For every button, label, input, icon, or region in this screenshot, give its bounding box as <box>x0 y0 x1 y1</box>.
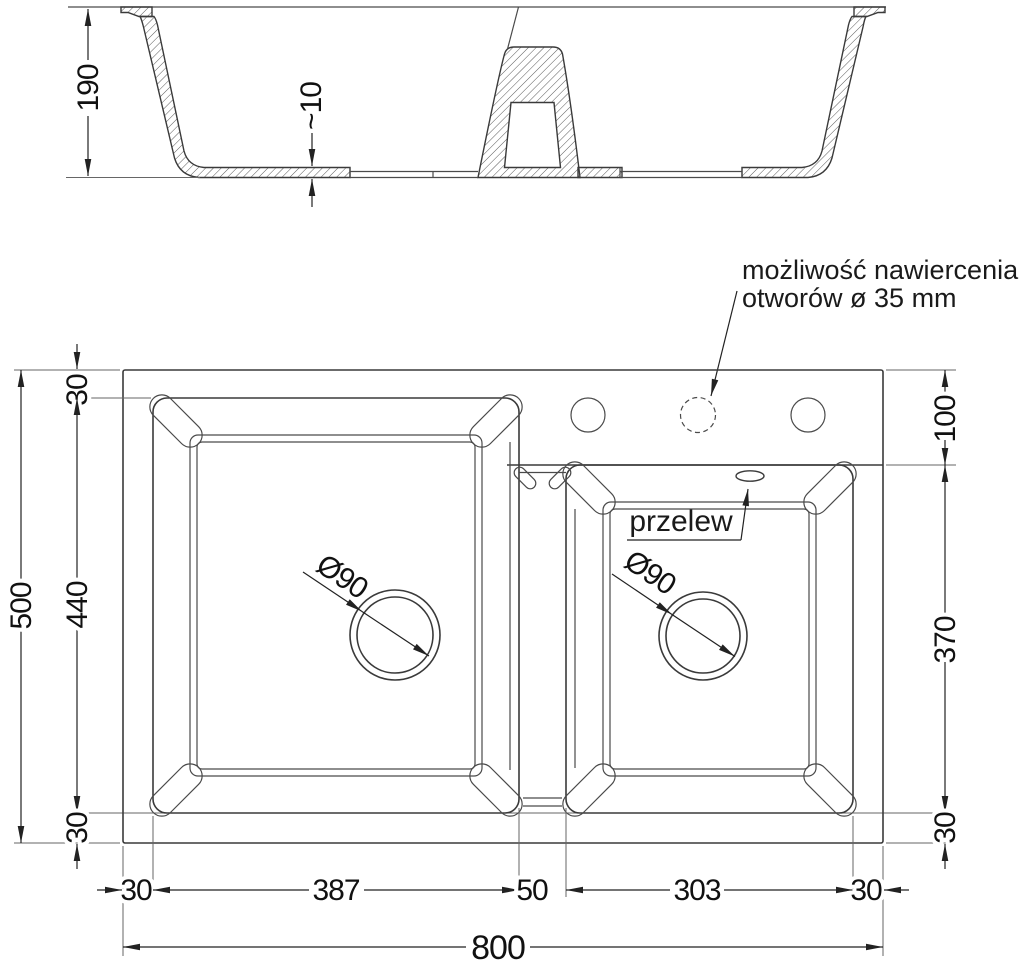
drill-holes-annotation <box>711 255 1019 396</box>
dim-left-margin: 30 <box>120 874 152 907</box>
right-drain <box>612 544 747 680</box>
dim-right-bowl-height: 370 <box>929 616 962 664</box>
corner-chamfer <box>465 390 527 452</box>
dim-left-bowl-width: 387 <box>312 874 360 907</box>
annotation-line2: otworów ø 35 mm <box>742 283 957 313</box>
corner-chamfer <box>558 759 620 821</box>
dim-bottom-thickness: ~10 <box>295 82 328 130</box>
extension-lines <box>14 370 956 956</box>
dim-top-margin: 30 <box>61 374 94 406</box>
annotation-leader <box>711 291 737 396</box>
section-right-rim-lip <box>854 7 885 17</box>
drain-diameter-label-right: Ø90 <box>618 544 682 602</box>
dim-total-width: 800 <box>471 929 525 967</box>
tap-hole-right <box>791 398 825 432</box>
overflow-oval <box>736 471 764 481</box>
dim-bottom-thickness-group <box>295 82 328 207</box>
sink-outline <box>123 370 883 843</box>
corner-chamfer <box>145 759 207 821</box>
overflow-group <box>627 471 764 540</box>
dim-deck-height: 100 <box>929 395 962 443</box>
left-drain <box>303 548 440 680</box>
overflow-label: przelew <box>629 505 733 538</box>
section-divider-edge <box>508 7 519 49</box>
section-right-wall <box>742 17 866 178</box>
dim-left-bowl-height: 440 <box>61 581 94 629</box>
dim-depth: 190 <box>72 64 105 112</box>
cross-section-view <box>66 7 886 207</box>
corner-chamfer <box>558 457 620 519</box>
tap-hole-optional-dashed <box>681 398 716 433</box>
tap-hole-left <box>571 398 605 432</box>
corner-chamfer <box>799 457 861 519</box>
dim-bottom-margin-right: 30 <box>929 812 962 844</box>
dim-bottom-row-group <box>97 874 909 907</box>
corner-chamfer <box>145 390 207 452</box>
annotation-line1: możliwość nawiercenia <box>742 255 1019 285</box>
section-left-rim-lip <box>121 7 152 17</box>
drain-diameter-label-left: Ø90 <box>310 548 374 606</box>
dim-right-column-group <box>929 370 962 869</box>
dim-total-height-group <box>5 370 38 843</box>
dim-right-bowl-width: 303 <box>673 874 721 907</box>
section-slab-right <box>578 168 622 178</box>
dim-left-column-group <box>61 344 94 869</box>
dim-divider-width: 50 <box>516 874 548 907</box>
corner-chamfer <box>465 759 527 821</box>
dim-total-height: 500 <box>5 582 38 630</box>
divider-surface <box>512 465 573 806</box>
tap-holes <box>571 398 825 433</box>
dim-bottom-margin-left: 30 <box>61 812 94 844</box>
corner-chamfer <box>799 759 861 821</box>
dim-right-margin: 30 <box>850 874 882 907</box>
plan-view <box>5 344 962 967</box>
dim-total-width-group <box>123 929 883 967</box>
section-divider <box>478 47 580 178</box>
left-bowl <box>145 390 527 821</box>
